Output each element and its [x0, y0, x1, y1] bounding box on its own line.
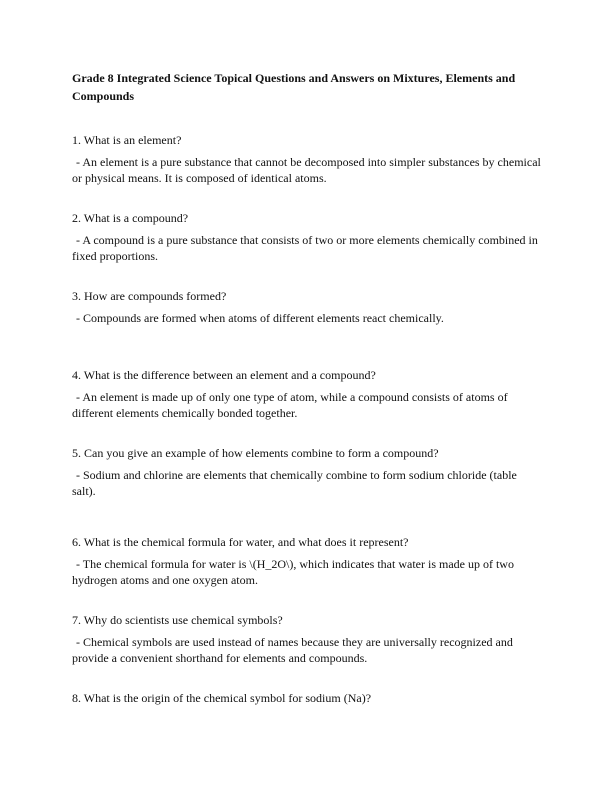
answer: - An element is a pure substance that cannot be decomposed into simpler substances by chemical or physical means. It is composed of identical atoms. — [72, 155, 541, 185]
question: 3. How are compounds formed? — [72, 289, 227, 303]
qa-item-1 — [72, 132, 542, 186]
question: 7. Why do scientists use chemical symbols? — [72, 613, 283, 627]
document-title: Grade 8 Integrated Science Topical Questions and Answers on Mixtures, Elements and Compounds — [72, 71, 516, 103]
qa-item-6 — [72, 534, 542, 588]
question: 5. Can you give an example of how elements combine to form a compound? — [72, 446, 439, 460]
question: 2. What is a compound? — [72, 211, 189, 225]
qa-item-4 — [72, 367, 542, 421]
qa-item-2 — [72, 210, 542, 264]
qa-item-7 — [72, 612, 542, 666]
qa-item-5 — [72, 445, 542, 499]
answer: - A compound is a pure substance that consists of two or more elements chemically combined in fixed proportions. — [72, 233, 538, 263]
answer: - Sodium and chlorine are elements that chemically combine to form sodium chloride (table salt). — [72, 468, 517, 498]
question: 8. What is the origin of the chemical symbol for sodium (Na)? — [72, 691, 372, 705]
answer: - Compounds are formed when atoms of different elements react chemically. — [76, 311, 444, 325]
qa-item-8 — [72, 690, 542, 706]
qa-item-3 — [72, 288, 542, 326]
question: 1. What is an element? — [72, 133, 182, 147]
answer: - The chemical formula for water is \(H_2O\), which indicates that water is made up of two hydrogen atoms and one oxygen atom. — [72, 557, 514, 587]
question: 6. What is the chemical formula for water, and what does it represent? — [72, 535, 409, 549]
answer: - Chemical symbols are used instead of names because they are universally recognized and provide a convenient shorthand for elements and compounds. — [72, 635, 513, 665]
answer: - An element is made up of only one type of atom, while a compound consists of atoms of different elements chemically bonded together. — [72, 390, 508, 420]
question: 4. What is the difference between an element and a compound? — [72, 368, 376, 382]
